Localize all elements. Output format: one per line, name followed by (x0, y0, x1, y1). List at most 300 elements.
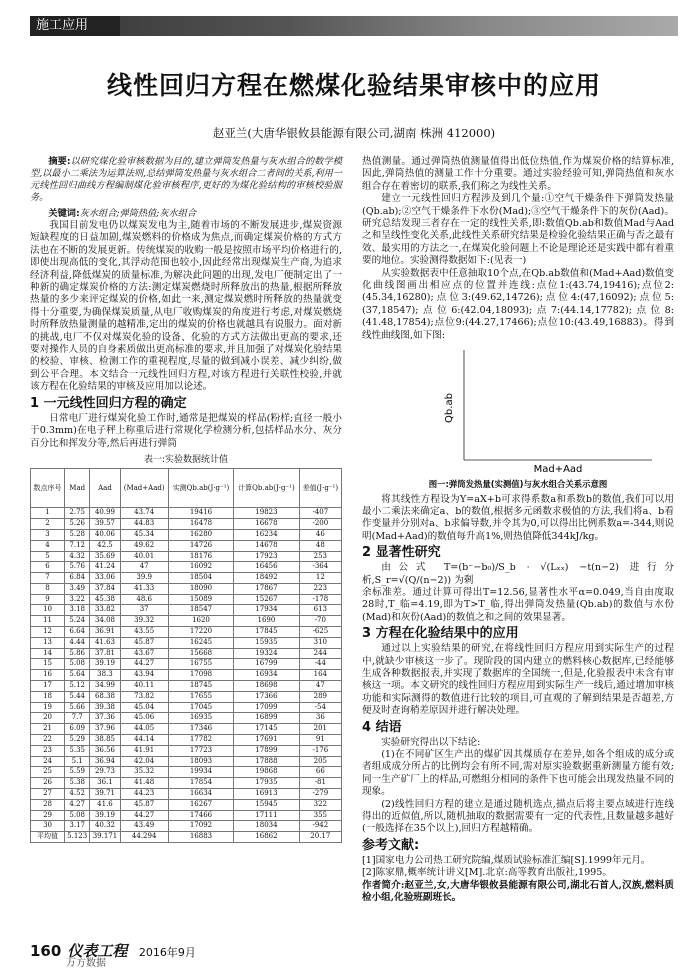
table-row (31, 821, 342, 832)
table-cell: 17045 (168, 702, 233, 713)
table-cell: 17111 (234, 810, 299, 821)
table-cell: 73.82 (120, 691, 168, 702)
table-row (31, 605, 342, 616)
table-cell: 38.85 (90, 735, 120, 746)
table-cell: 16234 (234, 529, 299, 540)
table-footer-cell: 平均值 (31, 832, 65, 843)
table-cell: 17899 (234, 745, 299, 756)
heading-section-4: 4 结语 (362, 719, 402, 735)
table-cell: 12 (299, 573, 341, 584)
table-cell: 17098 (168, 670, 233, 681)
table-cell: 5.28 (65, 529, 90, 540)
heading-section-3: 3 方程在化验结果中的应用 (362, 626, 519, 642)
table-row (31, 583, 342, 594)
table-cell: 44.23 (120, 789, 168, 800)
section1-paragraph: 日常电厂进行煤炭化验工作时,通常是把煤炭的样品(粉样;直径一般小于0.3mm)在电子秤上称重后进行常规化学检测分析,包括样品水分、灰分百分比和挥发分等,然后再进行弹筒 (30, 412, 342, 449)
table-row (31, 810, 342, 821)
table-cell: 15089 (168, 594, 233, 605)
table-cell: 5.76 (65, 562, 90, 573)
table-header-row (31, 469, 342, 508)
abstract-label: 摘要: (48, 156, 71, 167)
table-cell: 68.38 (90, 691, 120, 702)
table-cell: 9 (31, 594, 65, 605)
table-cell: 19 (31, 702, 65, 713)
table-row (31, 616, 342, 627)
table-cell: -54 (299, 702, 341, 713)
table-row (31, 540, 342, 551)
continued-paragraph: 热值测量。通过弹筒热值测量值得出低位热值,作为煤炭价格的结算标准,因此,弹筒热值的测量工作十分重要。通过实验经验可知,弹筒热值和灰水组合存在着密切的联系,我们称之为线性关系。 (362, 156, 674, 192)
table-cell: 5.08 (65, 810, 90, 821)
table-row (31, 702, 342, 713)
figure-svg (368, 344, 668, 476)
table-row (31, 551, 342, 562)
table-cell: 39.71 (90, 789, 120, 800)
table-cell: 19823 (234, 508, 299, 519)
right-column (362, 156, 674, 904)
table-cell: 39.9 (120, 573, 168, 584)
table-cell: 37 (120, 605, 168, 616)
table-cell: 40.32 (90, 821, 120, 832)
table-cell: 16678 (234, 519, 299, 530)
table-cell: 33.82 (90, 605, 120, 616)
table-cell: 33.06 (90, 573, 120, 584)
table-cell: 16 (31, 670, 65, 681)
keywords (30, 208, 342, 220)
table-row (31, 508, 342, 519)
table-cell: 36 (299, 713, 341, 724)
table-cell: 18492 (234, 573, 299, 584)
table-cell: 3.22 (65, 594, 90, 605)
formula-line (362, 562, 674, 587)
table-cell: 1 (31, 508, 65, 519)
table-cell: 34.99 (90, 681, 120, 692)
formula-prefix: 由公式 T= (381, 562, 459, 574)
table-cell: 15 (31, 659, 65, 670)
table-cell: 47 (299, 681, 341, 692)
table-caption: 表一:实验数据统计值 (143, 454, 229, 465)
table-cell: 35.69 (90, 551, 120, 562)
table-cell: 13 (31, 637, 65, 648)
table-cell: 5.59 (65, 767, 90, 778)
table-cell: 16245 (168, 637, 233, 648)
table-cell: 43.67 (120, 648, 168, 659)
table-cell: 3 (31, 529, 65, 540)
table-cell: 223 (299, 583, 341, 594)
table-cell: 40.06 (90, 529, 120, 540)
table-cell: 19934 (168, 767, 233, 778)
table-cell: 4.44 (65, 637, 90, 648)
figure-caption: 图一:弹筒发热量(实测值)与灰水组合关系示意图 (428, 479, 608, 490)
table-cell: 36.94 (90, 756, 120, 767)
table-footer-cell: 16883 (168, 832, 233, 843)
table-cell: 17220 (168, 627, 233, 638)
table-cell: 39.19 (90, 810, 120, 821)
table-cell: 45.38 (90, 594, 120, 605)
table-cell: -407 (299, 508, 341, 519)
table-cell: 41.33 (120, 583, 168, 594)
table-cell: 164 (299, 670, 341, 681)
table-cell: 205 (299, 756, 341, 767)
table-cell: 12 (31, 627, 65, 638)
table-cell: 16092 (168, 562, 233, 573)
data-table (30, 468, 342, 843)
table-cell: 30 (31, 821, 65, 832)
y-axis-label: Qb.ab (444, 393, 455, 424)
table-row (31, 789, 342, 800)
table-cell: 36.56 (90, 745, 120, 756)
table-cell: 28 (31, 799, 65, 810)
table-cell: 4.32 (65, 551, 90, 562)
table-cell: 17092 (168, 821, 233, 832)
table-cell: 16899 (234, 713, 299, 724)
table-cell: 44.05 (120, 724, 168, 735)
table-cell: 18504 (168, 573, 233, 584)
table-cell: 47 (120, 562, 168, 573)
table-header-cell: 计算Qb.ab(J·g⁻¹) (234, 469, 299, 508)
table-cell: 42.5 (90, 540, 120, 551)
table-cell: 5.12 (65, 681, 90, 692)
table-cell: 45.87 (120, 637, 168, 648)
table-cell: 16913 (234, 789, 299, 800)
table-cell: 5.44 (65, 691, 90, 702)
table-cell: 20 (31, 713, 65, 724)
table-cell: 3.18 (65, 605, 90, 616)
table-cell: 36.1 (90, 778, 120, 789)
keywords-label: 关键词: (48, 208, 80, 219)
table-cell: 5.64 (65, 670, 90, 681)
table-cell: 17691 (234, 735, 299, 746)
table-cell: 16478 (168, 519, 233, 530)
table-cell: 29.73 (90, 767, 120, 778)
table-cell: 10 (31, 605, 65, 616)
table-cell: 48 (299, 540, 341, 551)
table-cell: -176 (299, 745, 341, 756)
table-row (31, 778, 342, 789)
table-cell: -279 (299, 789, 341, 800)
heading-section-1: 1 一元线性回归方程的确定 (30, 395, 187, 411)
table-cell: -81 (299, 778, 341, 789)
table-cell: 36.91 (90, 627, 120, 638)
table-cell: 3.17 (65, 821, 90, 832)
heading-references: 参考文献: (362, 837, 420, 853)
application-paragraph: 通过以上实验结果的研究,在将线性回归方程应用到实际生产的过程中,就缺少审核这一步了。现阶段的国内建立的燃料核心数据库,已经能够生成各种数据报表,并实现了数据库的全国统一,但是,化验报表中未含有审核这一项。本文研究的线性回归方程应用到实际生产一线后,通过增加审核功能和实际测得的数值进行比较的项目,可直观的了解到结果是否超差,方便及时查询稍差原因并进行解决处理。 (362, 643, 674, 717)
table-row (31, 627, 342, 638)
table-cell: 37.36 (90, 713, 120, 724)
table-cell: 5.1 (65, 756, 90, 767)
table-row (31, 659, 342, 670)
table-cell: 17099 (234, 702, 299, 713)
table-cell: 39.32 (120, 616, 168, 627)
table-cell: 7.12 (65, 540, 90, 551)
table-cell: 16634 (168, 789, 233, 800)
table-cell: 44.83 (120, 519, 168, 530)
table-cell: 18093 (168, 756, 233, 767)
table-cell: 15935 (234, 637, 299, 648)
table-cell: 17466 (168, 810, 233, 821)
table-row (31, 637, 342, 648)
table-cell: 201 (299, 724, 341, 735)
table-cell: 49.62 (120, 540, 168, 551)
table-cell: 6.09 (65, 724, 90, 735)
table-header-cell: 数点序号 (31, 469, 65, 508)
table-row (31, 767, 342, 778)
journal-name: 仪表工程 (67, 942, 128, 960)
table-cell: 40.01 (120, 551, 168, 562)
table-cell: 43.74 (120, 508, 168, 519)
table-header-cell: 实测Qb.ab(J·g⁻¹) (168, 469, 233, 508)
points-paragraph: 从实验数据表中任意抽取10个点,在Qb.ab数值和(Mad+Aad)数值变化曲线图画出相应点的位置并连线:点位1:(43.74,19416);点位2:(45.34,16280);点位3:(49.62,14726);点位4:(47,16092);点位5:(37,18547);点位6:(42.04,18093);点7:(44.14,17782);点位8:(41.48,17854);点位9:(44.27,17466);点位10:(43.49,16883)。得到线性曲线图,如下图: (362, 267, 674, 341)
watermark: 万方数据 (66, 958, 106, 969)
table-row (31, 670, 342, 681)
table-cell: 45.87 (120, 799, 168, 810)
table-cell: 43.49 (120, 821, 168, 832)
table-cell: 39.57 (90, 519, 120, 530)
table-cell: 613 (299, 605, 341, 616)
table-row (31, 724, 342, 735)
author-line: 赵亚兰(大唐华银攸县能源有限公司,湖南 株洲 412000) (212, 126, 496, 140)
table-footer-cell: 20.17 (299, 832, 341, 843)
table-cell: 18745 (168, 681, 233, 692)
table-cell: 40.11 (120, 681, 168, 692)
bio-label: 作者简介: (362, 879, 405, 891)
table-cell: -625 (299, 627, 341, 638)
table-cell: 18 (31, 691, 65, 702)
table-cell: 18547 (168, 605, 233, 616)
table-cell: 41.91 (120, 745, 168, 756)
table-cell: 44.14 (120, 735, 168, 746)
table-cell: 4 (31, 540, 65, 551)
table-row (31, 594, 342, 605)
table-cell: 41.24 (90, 562, 120, 573)
table-row (31, 529, 342, 540)
abstract-text: 以研究煤化验审核数据为目的,建立弹筒发热量与灰水组合的数学模型,以最小二乘法为运算法则,总结弹筒发热量与灰水组合二者间的关系,利用一元线性回归曲线方程编制煤化验审核程序,更好的为煤化验结构的审核校验服务。 (30, 156, 342, 203)
table-cell: 5.66 (65, 702, 90, 713)
table-cell: 14 (31, 648, 65, 659)
table-cell: 37.84 (90, 583, 120, 594)
table-cell: 4.52 (65, 789, 90, 800)
table-cell: 18090 (168, 583, 233, 594)
table-cell: -70 (299, 616, 341, 627)
table-row (31, 648, 342, 659)
table-header-cell: 差值(J·g⁻¹) (299, 469, 341, 508)
table-cell: 6.84 (65, 573, 90, 584)
table-cell: 37.81 (90, 648, 120, 659)
table-cell: 27 (31, 789, 65, 800)
page-number: 160 (30, 942, 62, 960)
significance-paragraph: 余标准差。通过计算可得出T=12.56,显著性水平α=0.049,当自由度取28时,T_临=4.19,即为T>T_临,得出弹筒发热量(Qb.ab)的数值与水份(Mad)和灰份(Aad)的数值之和之间的效果显著。 (362, 586, 674, 623)
table-cell: 42.04 (120, 756, 168, 767)
table-cell: 17854 (168, 778, 233, 789)
table-cell: 34.08 (90, 616, 120, 627)
table-cell: 18176 (168, 551, 233, 562)
bio-text: 赵亚兰,女,大唐华银攸县能源有限公司,湖北石首人,汉族,燃料质检小组,化验班副班长。 (362, 879, 674, 904)
table-cell: -364 (299, 562, 341, 573)
table-header-cell: Mad (65, 469, 90, 508)
table-cell: 17 (31, 681, 65, 692)
table-cell: 17923 (234, 551, 299, 562)
reference-1: [1]国家电力公司热工研究院编,煤质试验标准汇编[S].1999年元月。 (362, 854, 651, 866)
table-cell: 14678 (234, 540, 299, 551)
table-cell: 2.75 (65, 508, 90, 519)
table-cell: 6.64 (65, 627, 90, 638)
table-row (31, 735, 342, 746)
table-cell: 91 (299, 735, 341, 746)
references (362, 855, 674, 905)
table-cell: 46 (299, 529, 341, 540)
table-cell: 15668 (168, 648, 233, 659)
table-row (31, 756, 342, 767)
table-cell: 4.27 (65, 799, 90, 810)
issue-date: 2016年9月 (138, 946, 196, 959)
table-cell: 66 (299, 767, 341, 778)
table-cell: 22 (31, 735, 65, 746)
regression-paragraph: 将其线性方程设为Y=aX+b可求得系数a和系数b的数值,我们可以用最小二乘法来确定a、b的数值,根据多元函数求极值的方法,我们将a、b看作变量并分别对a、b求偏导数,并令其为0,可以得出比例系数a=-344,则说明(Mad+Aad)的数值每升高1%,则热值降低344kJ/kg。 (362, 493, 674, 542)
table-cell: 17145 (234, 724, 299, 735)
table-cell: 17867 (234, 583, 299, 594)
left-column (30, 156, 342, 843)
table-cell: 26 (31, 778, 65, 789)
figure-1 (368, 344, 668, 476)
table-cell: 11 (31, 616, 65, 627)
table-cell: 17655 (168, 691, 233, 702)
table-cell: 7.7 (65, 713, 90, 724)
table-row (31, 681, 342, 692)
table-row (31, 713, 342, 724)
table-cell: 17782 (168, 735, 233, 746)
table-cell: 16935 (168, 713, 233, 724)
table-cell: 23 (31, 745, 65, 756)
table-cell: 21 (31, 724, 65, 735)
table-cell: 17934 (234, 605, 299, 616)
table-cell: 40.99 (90, 508, 120, 519)
table-cell: 16755 (168, 659, 233, 670)
table-cell: 244 (299, 648, 341, 659)
table-body (31, 508, 342, 843)
heading-section-2: 2 显著性研究 (362, 545, 441, 561)
table-cell: 45.06 (120, 713, 168, 724)
table-footer-row (31, 832, 342, 843)
table-cell: 3.49 (65, 583, 90, 594)
table-cell: 38.3 (90, 670, 120, 681)
table-cell: 5.86 (65, 648, 90, 659)
abstract (30, 156, 342, 204)
table-cell: 5.35 (65, 745, 90, 756)
table-cell: 355 (299, 810, 341, 821)
table-cell: 253 (299, 551, 341, 562)
table-cell: 19416 (168, 508, 233, 519)
table-row (31, 519, 342, 530)
table-cell: 43.94 (120, 670, 168, 681)
table-row (31, 691, 342, 702)
table-cell: 310 (299, 637, 341, 648)
table-footer-cell: 5.123 (65, 832, 90, 843)
table-cell: 16456 (234, 562, 299, 573)
table-cell: 19868 (234, 767, 299, 778)
table-cell: 41.48 (120, 778, 168, 789)
author-bio (362, 880, 674, 905)
keywords-text: 灰水组合;弹筒热值;灰水组合 (79, 208, 197, 219)
table-row (31, 745, 342, 756)
table-cell: -44 (299, 659, 341, 670)
table-cell: 5.29 (65, 735, 90, 746)
formula-body: (b⁻−b₀)/S_b · √(Lₓₓ) −t(n−2) 进行分析,S_r=√(Q/(n−2)) 为剩 (362, 562, 674, 586)
table-cell: 41.6 (90, 799, 120, 810)
table-cell: 41.63 (90, 637, 120, 648)
table-cell: 5.38 (65, 778, 90, 789)
table-cell: 44.27 (120, 810, 168, 821)
table-footer-cell: 16862 (234, 832, 299, 843)
table-cell: 14726 (168, 540, 233, 551)
table-cell: 17346 (168, 724, 233, 735)
table-cell: 1690 (234, 616, 299, 627)
conclusion-2: (2)线性回归方程的建立是通过随机选点,描点后将主要点域进行连线得出的近似值,所以,随机抽取的数据需要有一定的代表性,且数量越多越好(一般选择在35个以上),回归方程越精确。 (362, 798, 674, 835)
table-row (31, 562, 342, 573)
table-footer-cell: 44.294 (120, 832, 168, 843)
reference-2: [2]陈家鼎,概率统计讲义[M].北京:高等教育出版社,1995。 (362, 867, 612, 879)
table-cell: 35.32 (120, 767, 168, 778)
table-cell: 17935 (234, 778, 299, 789)
table-cell: 17888 (234, 756, 299, 767)
page-footer (30, 940, 196, 969)
table-cell: 48.6 (120, 594, 168, 605)
table-footer-cell: 39.171 (90, 832, 120, 843)
table-cell: 17366 (234, 691, 299, 702)
conclusion-intro: 实验研究得出以下结论: (381, 736, 481, 748)
table-cell: 24 (31, 756, 65, 767)
model-paragraph: 建立一元线性回归方程涉及到几个量:①空气干燥条件下弹筒发热量(Qb.ab);②空气干燥条件下水份(Mad);③空气干燥条件下的灰份(Aad)。研究总结发现三者存在一定的线性关系,即:数值Qb.ab和数值Mad与Aad之和呈线性变化关系,此线性关系研究结果是检验化验结果正确与否之最有效、最实用的方法之一,在煤炭化验问题上不论是理论还是实践中都有着重要的地位。实验测得数据如下:(见表一) (362, 193, 674, 267)
table-cell: 6 (31, 562, 65, 573)
table-cell: -200 (299, 519, 341, 530)
table-cell: -942 (299, 821, 341, 832)
conclusion-1: (1)在不同矿区生产出的煤矿因其煤质存在差异,如各个组成的成分或者组成成分所占的比例均会有所不同,需对原实验数据重新测量方能有效;同一生产矿厂上的样品,可燃组分相同的条件下也可能会出现发热量不同的现象。 (362, 749, 674, 798)
table-cell: 16934 (234, 670, 299, 681)
table-cell: 15945 (234, 799, 299, 810)
table-cell: 18698 (234, 681, 299, 692)
table-cell: 25 (31, 767, 65, 778)
table-cell: 16799 (234, 659, 299, 670)
table-cell: 5.26 (65, 519, 90, 530)
table-header-cell: Aad (90, 469, 120, 508)
table-cell: 43.55 (120, 627, 168, 638)
table-row (31, 573, 342, 584)
table-row (31, 799, 342, 810)
table-cell: 18034 (234, 821, 299, 832)
table-cell: 8 (31, 583, 65, 594)
table-cell: 322 (299, 799, 341, 810)
table-cell: 5 (31, 551, 65, 562)
table-cell: 15267 (234, 594, 299, 605)
table-cell: 44.27 (120, 659, 168, 670)
table-cell: 2 (31, 519, 65, 530)
table-cell: 5.08 (65, 659, 90, 670)
table-header-cell: (Mad+Aad) (120, 469, 168, 508)
section-header-bar (30, 16, 678, 36)
section-tag: 施工应用 (30, 16, 120, 36)
table-cell: 37.96 (90, 724, 120, 735)
page-title: 线性回归方程在燃煤化验结果审核中的应用 (106, 71, 601, 100)
table-cell: 39.38 (90, 702, 120, 713)
table-cell: 17845 (234, 627, 299, 638)
table-cell: 16267 (168, 799, 233, 810)
table-cell: 29 (31, 810, 65, 821)
intro-paragraph: 我国目前发电仍以煤炭发电为主,随着市场的不断发展进步,煤炭资源短缺程度的日益加剧,煤炭燃料的价格成为焦点,而确定煤炭价格的方式方法也在不断的发展更新。传统煤炭的收购一般是按照市场平均价格进行的,即使出现高低的变化,其浮动范围也较小,因此经常出现煤炭生产商,为追求经济利益,降低煤炭的质量标准,为解决此问题的出现,发电厂便制定出了一种新的确定煤炭价格的方法:测定煤炭燃烧时所释放出的热量,根据所释放热量的多少来评定煤炭的价格,如此一来,测定煤炭燃时所释放的热量就变得十分重要,为确保煤炭质量,从电厂收购煤炭的角度进行考虑,对煤炭燃烧时所释放热量测量的越精准,定出的煤炭的价格也就越具有说服力。面对新的挑战,电厂不仅对煤炭化验的设备、化验的方式方法做出更高的要求,还要对操作人员的自身素质做出更高标准的要求,并且加强了对煤炭化验结果的校验、审核、检测工作的重视程度,尽量的做到减小误差、减少纠纷,做到公平合理。本文结合一元线性回归方程,对该方程进行关联性校验,并就该方程在化验结果的审核及应用加以论述。 (30, 220, 342, 393)
table-cell: 1620 (168, 616, 233, 627)
table-cell: 39.19 (90, 659, 120, 670)
table-cell: 45.04 (120, 702, 168, 713)
table-cell: 19324 (234, 648, 299, 659)
x-axis-label: Mad+Aad (533, 464, 583, 476)
table-cell: 7 (31, 573, 65, 584)
